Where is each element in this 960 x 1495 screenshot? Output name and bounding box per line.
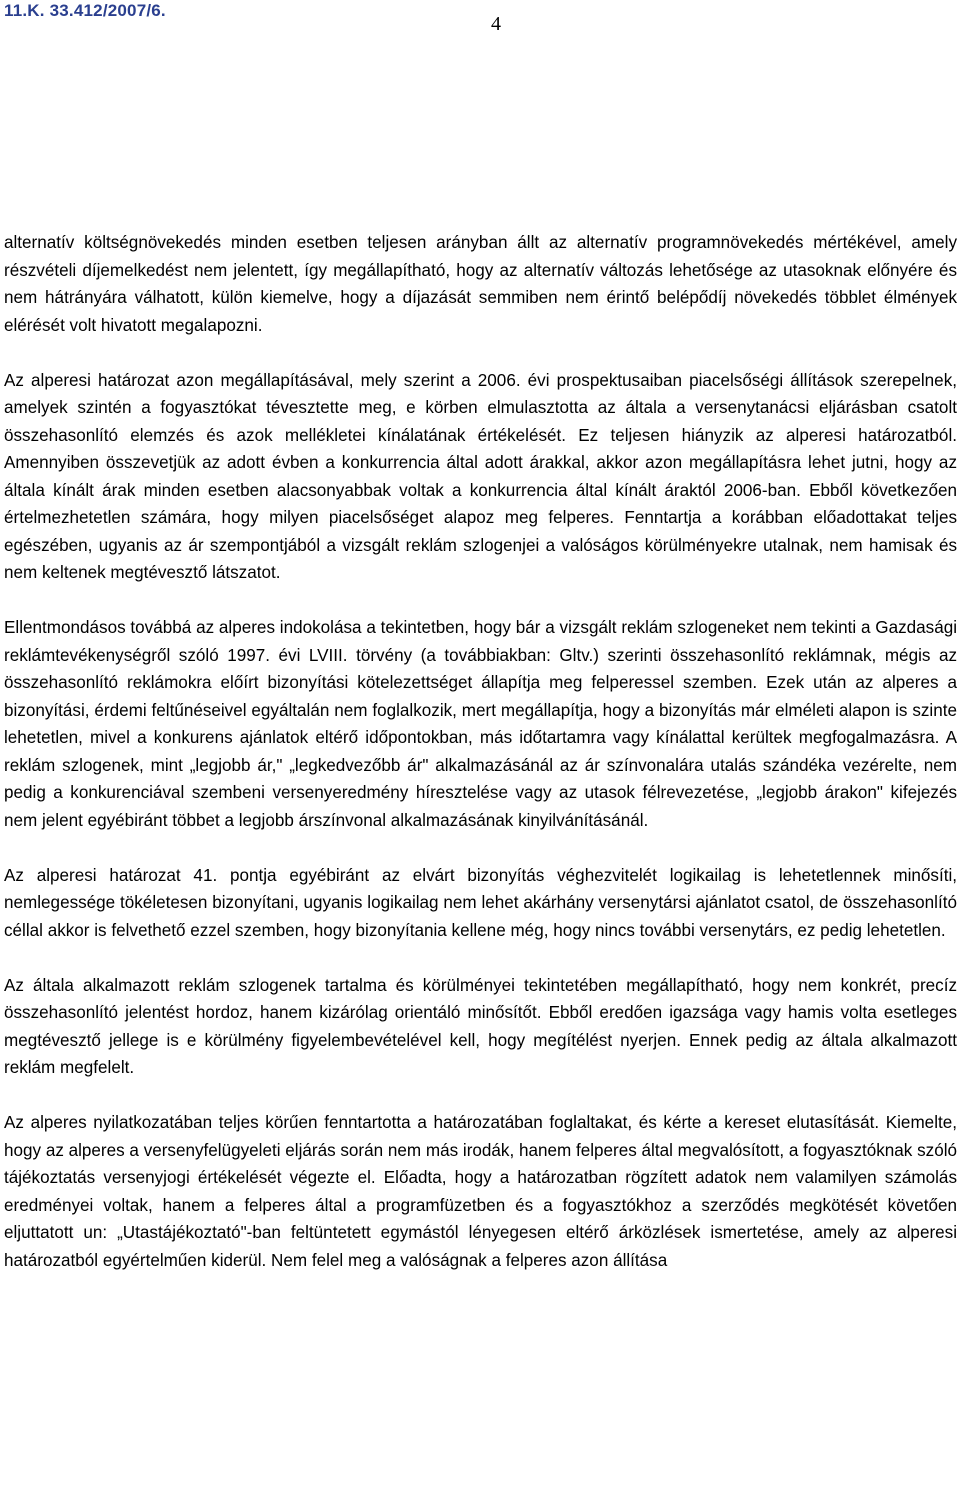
paragraph: Az alperes nyilatkozatában teljes körűen fenntartotta a határozatában foglaltakat, és kérte a kereset elutasítását. Kiemelte, hogy az alperes a versenyfelügyeleti eljárás során nem más irodák, hanem felperes által megvalósított, a fogyasztóknak szóló tájékoztatás versenyjogi értékelését végezte el. Előadta, hogy a határozatban rögzített adatok nem valamilyen számolás eredményei voltak, hanem a felperes által a programfüzetben és a fogyasztókhoz a szerződés megkötését követően eljuttatott un: „Utastájékoztató"-ban feltüntetett egymástól lényegesen eltérő árközlések ismertetése, amely az alperesi határozatból egyértelműen kiderül. Nem felel meg a valóságnak a felperes azon állítása — [4, 1113, 958, 1270]
page-number: 4 — [491, 13, 501, 35]
paragraph: Az alperesi határozat azon megállapításával, mely szerint a 2006. évi prospektusaiban piacelsőségi állítások szerepelnek, amelyek szintén a fogyasztókat tévesztette meg, e körben elmulasztotta az általa a versenytanácsi eljárásban csatolt összehasonlító elemzés és azok mellékletei kínálatának értékelését. Ez teljesen hiányzik az alperesi határozatból. Amennyiben összevetjük az adott évben a konkurrencia által adott árakkal, akkor azon megállapításra lehet jutni, hogy az általa kínált árak minden esetben alacsonyabbak voltak a konkurrencia által kínált áraktól 2006-ban. Ebből következően értelmezhetetlen számára, hogy milyen piacelsőséget alapoz meg felperes. Fenntartja a korábban előadottakat teljes egészében, ugyanis az ár szempontjából a vizsgált reklám szlogenjei a valóságos körülményekre utalnak, nem hamisak és nem keltenek megtévesztő látszatot. — [4, 370, 957, 582]
paragraph: Az alperesi határozat 41. pontja egyébiránt az elvárt bizonyítás véghezvitelét logikailag is lehetetlennek minősíti, nemlegessége tökéletesen bizonyítani, ugyanis logikailag nem lehet akárhány versenytársi ajánlatot csatol, de összehasonlító céllal akkor is felvethető ezzel szemben, hogy bizonyítania kellene még, hogy nincs további versenytárs, ez pedig lehetetlen. — [4, 865, 957, 940]
paragraph: Az általa alkalmazott reklám szlogenek tartalma és körülményei tekintetében megállapítható, hogy nem konkrét, precíz összehasonlító jelentést hordoz, hanem kizárólag orientáló minősítőt. Ebből eredően igazsága vagy hamis volta esetleges megtévesztő jellege is e körülmény figyelembevételével kell, hogy megítélést nyerjen. Ennek pedig az általa alkalmazott reklám megfelelt. — [4, 975, 957, 1077]
case-reference-number: 11.K. 33.412/2007/6. — [4, 1, 166, 20]
document-body — [4, 229, 957, 1274]
paragraph: Ellentmondásos továbbá az alperes indokolása a tekintetben, hogy bár a vizsgált reklám szlogeneket nem tekinti a Gazdasági reklámtevékenységről szóló 1997. évi LVIII. törvény (a továbbiakban: Gltv.) szerinti összehasonlító reklámnak, mégis az összehasonlító reklámokra előírt bizonyítási kötelezettséget állapítja meg felperessel szemben. Ezek után az alperes a bizonyítási, érdemi feltűnéseivel egyáltalán nem foglalkozik, mert megállapítja, hogy a bizonyítás már elméleti alapon is szinte lehetetlen, mivel a konkurens ajánlatok eltérő időpontokban, más időtartamra vagy kínálattal kerültek megfogalmazásra. A reklám szlogenek, mint „legjobb ár," „legkedvezőbb ár" alkalmazásánál az ár színvonalára utalás szándéka vezérelte, nem pedig a konkurenciával szembeni versenyeredmény híresztelése vagy az utasok félrevezetése, „legjobb árakon" kifejezés nem jelent egyébiránt többet a legjobb árszínvonal alkalmazásának kinyilvánításánál. — [4, 618, 957, 830]
paragraph: alternatív költségnövekedés minden esetben teljesen arányban állt az alternatív programnövekedés mértékével, amely részvételi díjemelkedést nem jelentett, így megállapítható, hogy az alternatív változás lehetősége az utasoknak előnyére és nem hátrányára válhatott, külön kiemelve, hogy a díjazását semmiben nem érintő belépődíj növekedés többlet élmények elérését volt hivatott megalapozni. — [4, 233, 957, 335]
